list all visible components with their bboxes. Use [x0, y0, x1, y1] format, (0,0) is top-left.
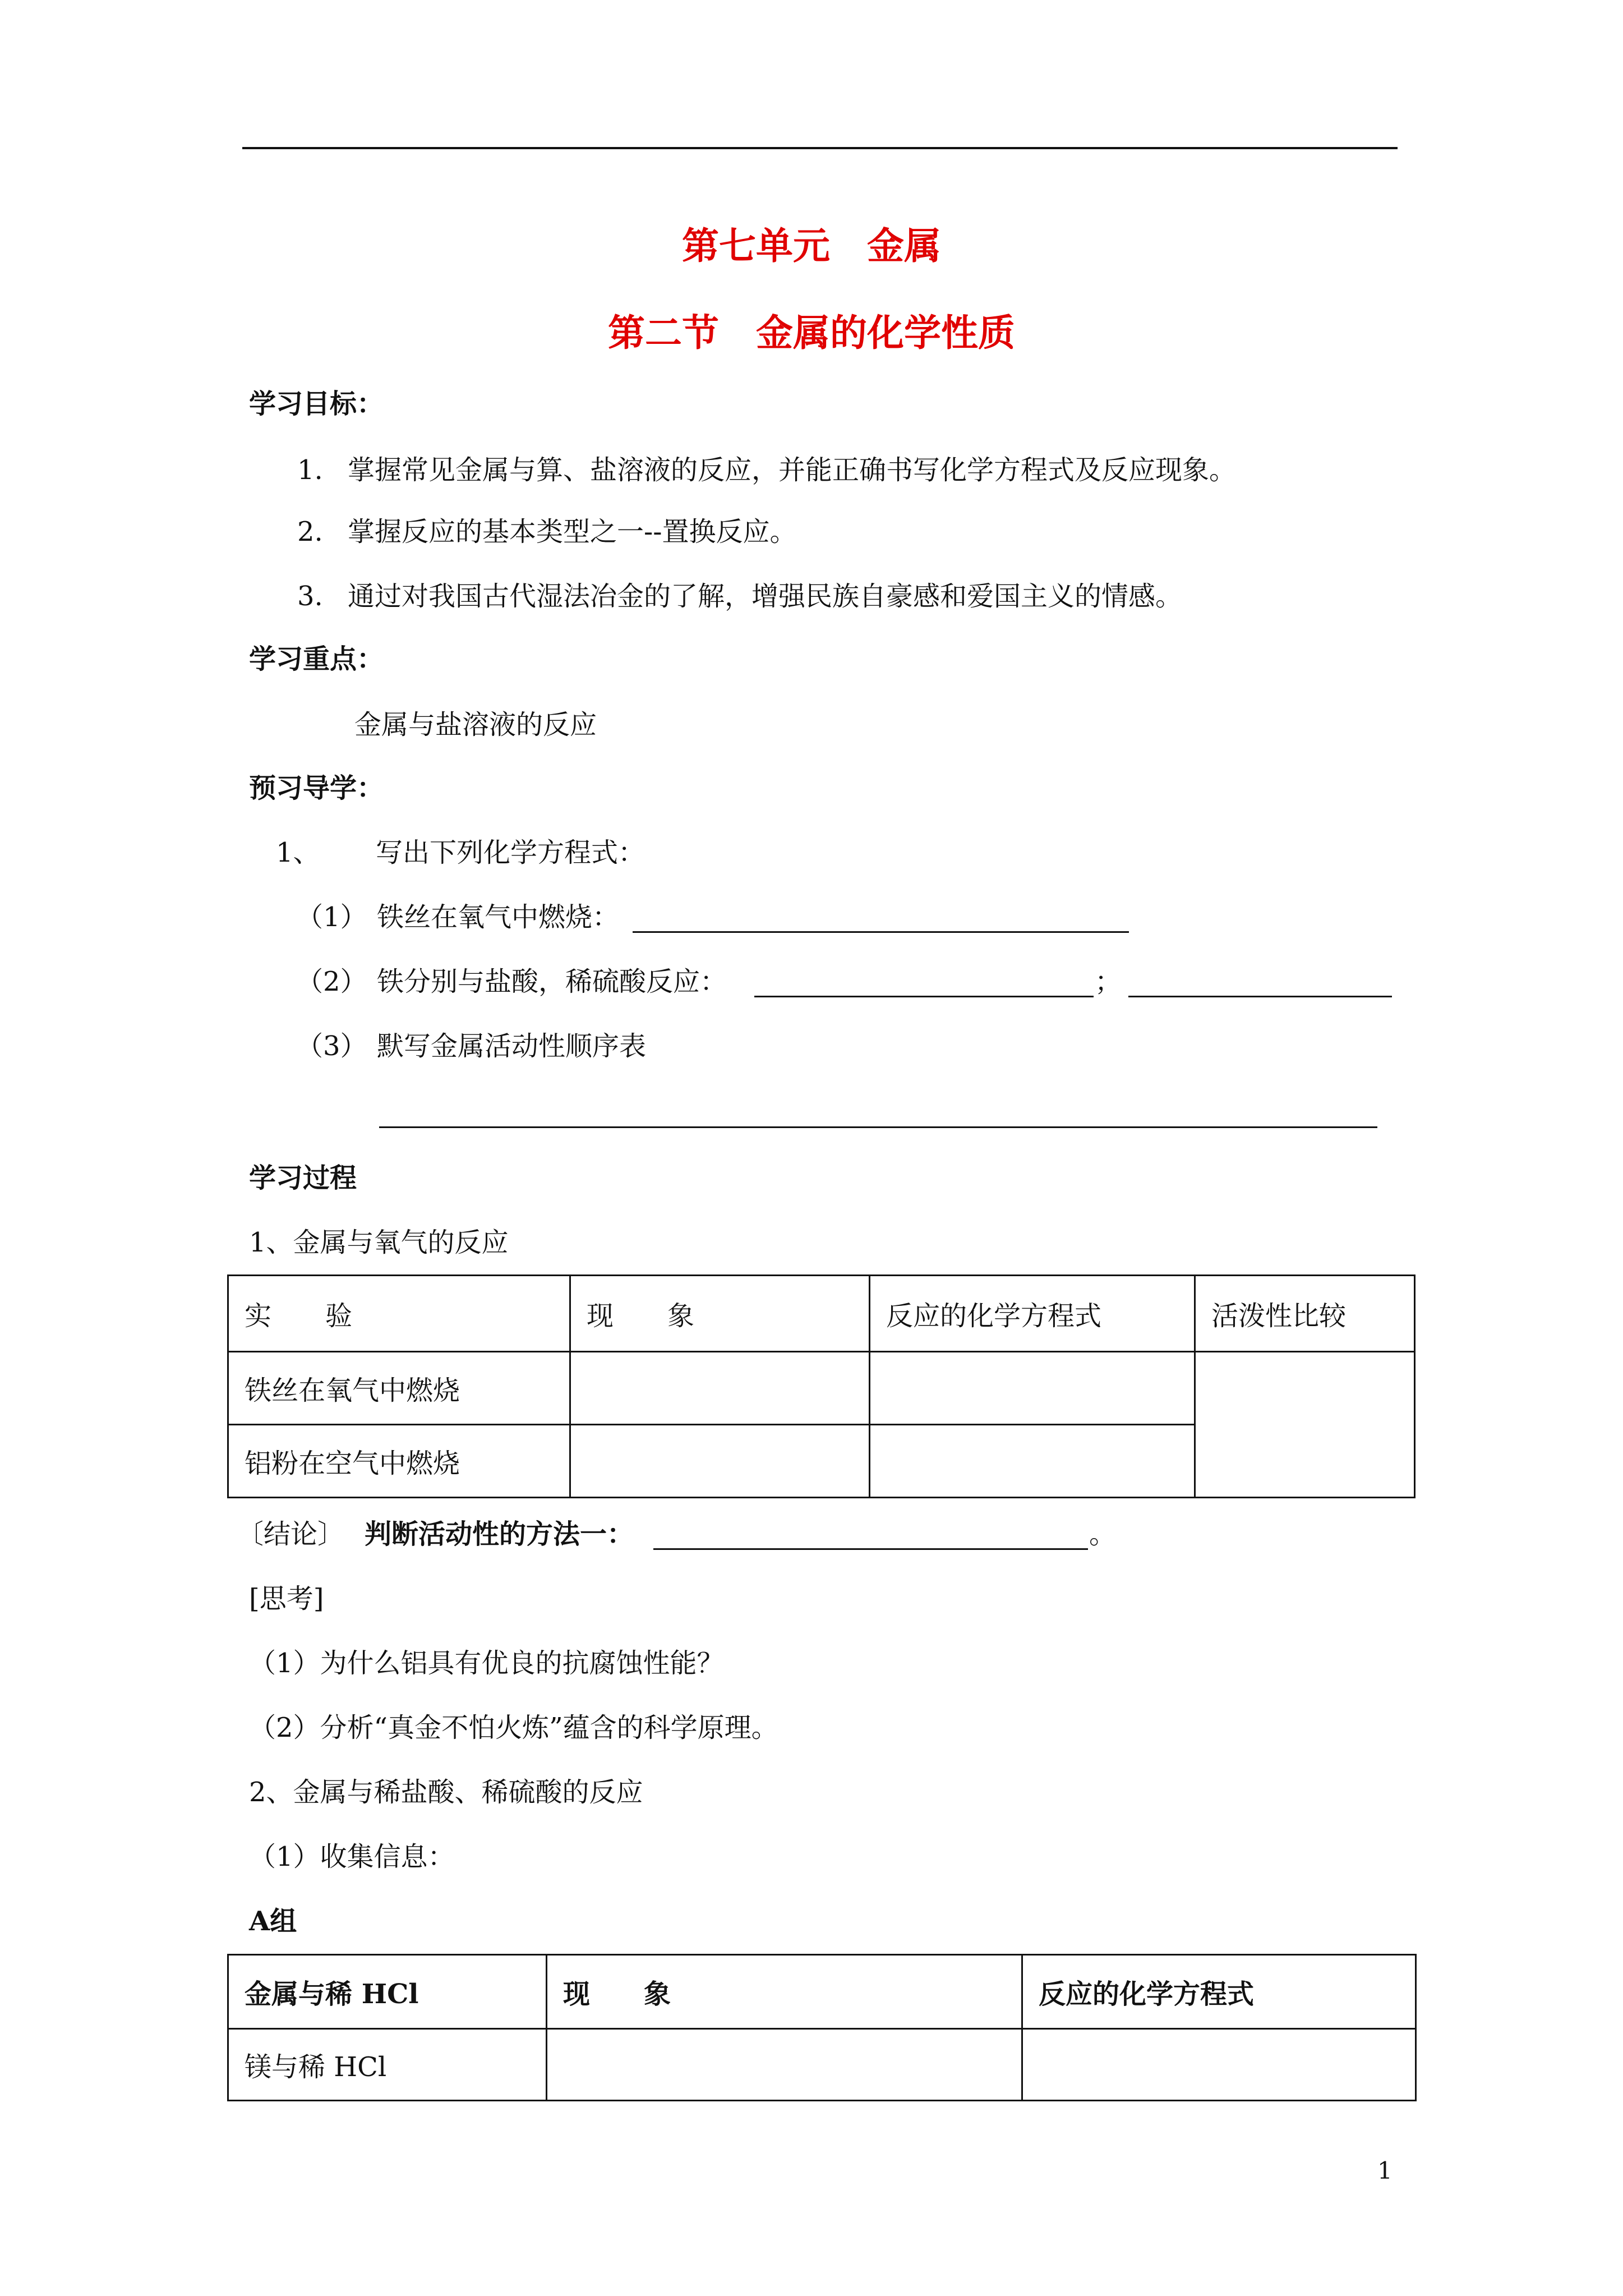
preview-q1-text: 写出下列化学方程式： — [376, 837, 645, 868]
answer-blank-1[interactable] — [633, 931, 1129, 933]
table-row — [228, 2029, 1416, 2101]
separator-semicolon: ； — [1095, 966, 1122, 997]
conclusion-end: 。 — [1089, 1519, 1117, 1550]
table-cell-empty[interactable] — [870, 1352, 1195, 1425]
table-cell-empty[interactable] — [570, 1425, 870, 1498]
unit-title: 第七单元 金属 — [682, 224, 941, 268]
table-cell: 铁丝在氧气中燃烧 — [228, 1352, 570, 1425]
table-header-row — [228, 1276, 1415, 1352]
focus-text: 金属与盐溶液的反应 — [354, 709, 597, 740]
table-header-cell: 现 象 — [570, 1276, 870, 1352]
table-cell: 镁与稀 HCl — [228, 2029, 547, 2101]
table-header-cell: 实 验 — [228, 1276, 570, 1352]
think-heading: [思考] — [249, 1583, 324, 1614]
objective-text-2: 掌握反应的基本类型之一--置换反应。 — [348, 516, 797, 547]
answer-blank-2a[interactable] — [754, 996, 1094, 997]
objective-text-1: 掌握常见金属与算、盐溶液的反应，并能正确书写化学方程式及反应现象。 — [348, 454, 1237, 486]
preview-item-text-3: 默写金属活动性顺序表 — [377, 1030, 647, 1062]
objective-num-3: 3. — [297, 581, 323, 612]
preview-item-num-2: （2） — [296, 966, 367, 997]
table-cell: 铝粉在空气中燃烧 — [228, 1425, 570, 1498]
header-rule — [242, 147, 1398, 149]
section-title: 第二节 金属的化学性质 — [608, 311, 1015, 355]
page-number: 1 — [1377, 2157, 1393, 2184]
table-header-cell: 现 象 — [547, 1955, 1022, 2029]
focus-heading: 学习重点： — [249, 643, 384, 675]
table-cell-empty[interactable] — [570, 1352, 870, 1425]
oxygen-reaction-table — [227, 1274, 1415, 1498]
table-cell-empty[interactable] — [547, 2029, 1022, 2101]
objective-num-1: 1. — [297, 454, 323, 486]
table-header-cell: 活泼性比较 — [1195, 1276, 1415, 1352]
conclusion-label: 判断活动性的方法一： — [365, 1519, 634, 1550]
answer-blank-3[interactable] — [379, 1126, 1377, 1128]
group-a-label: A组 — [249, 1906, 297, 1937]
preview-item-text-1: 铁丝在氧气中燃烧： — [377, 901, 620, 933]
answer-blank-2b[interactable] — [1128, 996, 1392, 997]
think-item-1: （1）为什么铝具有优良的抗腐蚀性能？ — [249, 1648, 724, 1679]
objective-text-3: 通过对我国古代湿法冶金的了解，增强民族自豪感和爱国主义的情感。 — [348, 581, 1183, 612]
preview-q1-num: 1、 — [276, 837, 320, 868]
process-heading: 学习过程 — [249, 1162, 357, 1194]
preview-item-text-2: 铁分别与盐酸，稀硫酸反应： — [377, 966, 727, 997]
preview-item-num-3: （3） — [296, 1030, 367, 1062]
preview-item-num-1: （1） — [296, 901, 367, 933]
conclusion-blank[interactable] — [653, 1548, 1088, 1550]
table-cell-empty[interactable] — [1022, 2029, 1416, 2101]
part1-title: 1、金属与氧气的反应 — [249, 1227, 509, 1258]
table-header-cell: 反应的化学方程式 — [1022, 1955, 1416, 2029]
preview-heading: 预习导学： — [249, 772, 384, 804]
objectives-heading: 学习目标： — [249, 388, 384, 420]
table-header-row — [228, 1955, 1416, 2029]
table-cell-merged[interactable] — [1195, 1352, 1415, 1498]
collect-info: （1）收集信息： — [249, 1841, 455, 1872]
think-item-2: （2）分析“真金不怕火炼”蕴含的科学原理。 — [249, 1712, 778, 1743]
objective-num-2: 2. — [297, 516, 323, 547]
table-row — [228, 1352, 1415, 1425]
table-header-cell: 反应的化学方程式 — [870, 1276, 1195, 1352]
table-cell-empty[interactable] — [870, 1425, 1195, 1498]
part2-title: 2、金属与稀盐酸、稀硫酸的反应 — [249, 1777, 643, 1808]
conclusion-prefix: 〔结论〕 — [237, 1519, 345, 1550]
acid-reaction-table — [227, 1954, 1417, 2101]
table-header-cell: 金属与稀 HCl — [228, 1955, 547, 2029]
